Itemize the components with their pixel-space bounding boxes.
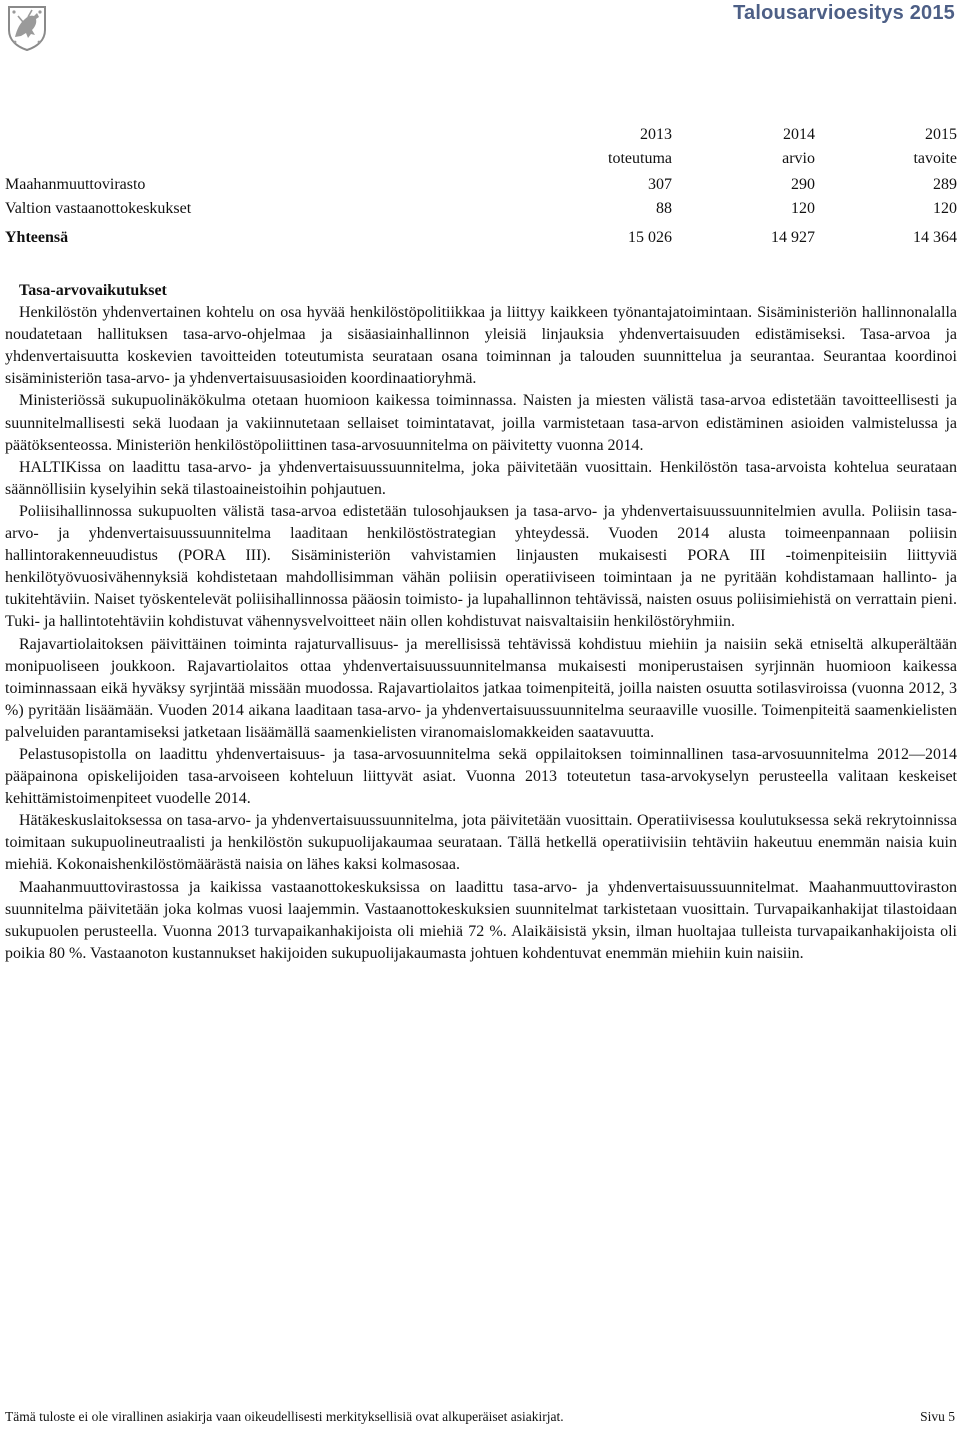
section-heading: Tasa-arvovaikutukset — [19, 282, 167, 299]
total-label: Yhteensä — [5, 229, 69, 246]
body-paragraph: Hätäkeskuslaitoksessa on tasa-arvo- ja yhdenvertaisuussuunnitelma, jota päivitetään vuosittain. Operatiivisessa koulutuksessa sekä rekrytoinnissa toimitaan sukupuolineutraalisti ja henkilöstön sukupuolijakaumaa seurataan. Tällä hetkellä operatiivisiin tehtäviin hakeutuu enemmän naisia kuin miehiä. Kokonaishenkilöstömäärästä naisia on lähes kaksi kolmasosaa. — [5, 812, 957, 874]
body-paragraph: Poliisihallinnossa sukupuolten välistä tasa-arvoa edistetään tulosohjauksen ja tasa-arvo- ja yhdenvertaisuussuunnitelmien avulla. Poliisin tasa-arvo- ja yhdenvertaisuussuunnitelma laaditaan henkilöstöstrategian yhteydessä. Vuoden 2014 alusta toimeenpannaan poliisin hallintorakenneuudistus (PORA III). Sisäministeriön vahvistamien linjausten mukaisesti PORA III -toimenpiteisiin liittyviä henkilötyövuosivähennyksiä kohdistetaan mahdollisimman vähän poliisin operatiiviseen toimintaan ja ne pyritään kohdistamaan hallinto- ja tukitehtäviin. Naiset työskentelevät poliisihallinnossa pääosin toimisto- ja lupahallinnon tehtävissä, naisten osuus poliisimiehistä on verrattain pieni. Tuki- ja hallintotehtäviin kohdistuvat vähennysvelvoitteet näin ollen kohdistuvat naisvaltaisiin henkilöstöryhmiin. — [5, 502, 957, 631]
total-value: 14 364 — [913, 229, 957, 246]
body-paragraph: Henkilöstön yhdenvertainen kohtelu on osa hyvää henkilöstöpolitiikkaa ja liittyy kaikkeen työnantajatoimintaan. Sisäministeriön hallinnonalalla noudatetaan hallituksen tasa-arvo-ohjelmaa ja sisäasiainhallinnon yleisiä linjauksia yhdenvertaisuuden edistämiseksi. Tasa-arvoa ja yhdenvertaisuutta koskevien tavoitteiden toteutumista seurataan osana toiminnan ja talouden suunnittelua ja seurantaa. Seurantaa koordinoi sisäministeriön tasa-arvo- ja yhdenvertaisuusasioiden koordinaatioryhmä. — [5, 304, 957, 388]
column-label: arvio — [782, 150, 815, 167]
body-paragraph: Maahanmuuttovirastossa ja kaikissa vastaanottokeskuksissa on laadittu tasa-arvo- ja yhdenvertaisuussuunnitelmat. Maahanmuuttoviraston suunnitelma päivitetään joka kolmas vuosi laajemmin. Vastaanottokeskuksien suunnitelmat tarkistetaan vuosittain. Turvapaikanhakijat tilastoidaan sukupuolen perusteella. Vuonna 2013 turvapaikanhakijoista oli miehiä 72 %. Alaikäisistä yksin, ilman huoltajaa tulleista turvapaikanhakijoista oli poikia 80 %. Vastaanoton kustannukset hakijoiden sukupuolijakaumasta johtuen kohdentuvat enemmän miehiin kuin naisiin. — [5, 878, 957, 962]
cell-value: 120 — [791, 200, 815, 217]
table-header-years — [5, 123, 957, 147]
body-paragraph: HALTIKissa on laadittu tasa-arvo- ja yhdenvertaisuussuunnitelma, joka päivitetään vuosittain. Henkilöstön tasa-arvoista kohtelua seurataan säännöllisiin kyselyihin sekä tilastoaineistoihin pohjautuen. — [5, 458, 957, 498]
total-value: 14 927 — [771, 229, 815, 246]
cell-value: 307 — [648, 176, 672, 193]
column-year: 2014 — [783, 126, 815, 143]
cell-value: 88 — [656, 200, 672, 217]
column-year: 2013 — [640, 126, 672, 143]
table-header-empty — [5, 147, 525, 173]
total-value: 15 026 — [628, 229, 672, 246]
cell-value: 120 — [933, 200, 957, 217]
table-row — [5, 173, 957, 197]
column-label: toteutuma — [608, 150, 672, 167]
column-label: tavoite — [913, 150, 957, 167]
table-row — [5, 197, 957, 221]
body-paragraph: Rajavartiolaitoksen päivittäinen toiminta rajaturvallisuus- ja merellisissä tehtävissä kohdistuu miehiin ja naisiin sekä etniseltä alkuperältään monipuoliseen joukkoon. Rajavartiolaitos ottaa yhdenvertaisuussuunnitelmansa mukaisesti moniperustaisen syrjinnän huomioon kaikessa toiminnassaan eikä hyväksy syrjintää missään muodossa. Rajavartiolaitos jatkaa toimenpiteitä, joilla naisten osuutta sotilasviroissa (vuonna 2012, 3 %) pyritään lisäämään. Vuoden 2014 aikana laaditaan tasa-arvo- ja yhdenvertaisuussuunnitelma seuraaville vuosille. Toimenpiteitä saamenkielisten palveluiden parantamiseksi jatketaan lisäämällä saamenkielisten viranomaislomakkeiden saatavuutta. — [5, 635, 957, 741]
table-total-row — [5, 221, 957, 255]
coat-of-arms-icon — [6, 4, 48, 52]
column-year: 2015 — [925, 126, 957, 143]
page-number: Sivu 5 — [920, 1409, 955, 1424]
page-header — [0, 0, 960, 58]
cell-value: 289 — [933, 176, 957, 193]
equality-section — [5, 280, 957, 965]
body-paragraph: Ministeriössä sukupuolinäkökulma otetaan huomioon kaikessa toiminnassa. Naisten ja miesten välistä tasa-arvoa edistetään tavoitteellisesti ja suunnitelmallisesti sekä luodaan ja vakiinnutetaan sellaiset toimintatavat, joilla varmistetaan tasa-arvon edistäminen asioiden valmistelussa ja päätöksenteossa. Ministeriön henkilöstöpoliittinen tasa-arvosuunnitelma on päivitetty vuonna 2014. — [5, 392, 957, 454]
row-label: Valtion vastaanottokeskukset — [5, 200, 192, 217]
row-label: Maahanmuuttovirasto — [5, 176, 146, 193]
document-title: Talousarvioesitys 2015 — [733, 2, 955, 24]
body-paragraph: Pelastusopistolla on laadittu yhdenvertaisuus- ja tasa-arvosuunnitelma sekä oppilaitoksen toiminnallinen tasa-arvosuunnitelma 2012—2014 pääpainona opiskelijoiden tasa-arvoiseen kohteluun liittyvät asiat. Vuonna 2013 toteutetun tasa-arvokyselyn perusteella valitaan keskeiset kehittämistoimenpiteet vuodelle 2014. — [5, 745, 957, 808]
table-header-empty — [5, 123, 525, 147]
cell-value: 290 — [791, 176, 815, 193]
footer-notice: Tämä tuloste ei ole virallinen asiakirja vaan oikeudellisesti merkityksellisiä ovat alkuperäiset asiakirjat. — [5, 1409, 564, 1424]
personnel-table — [5, 123, 957, 255]
table-header-labels — [5, 147, 957, 173]
